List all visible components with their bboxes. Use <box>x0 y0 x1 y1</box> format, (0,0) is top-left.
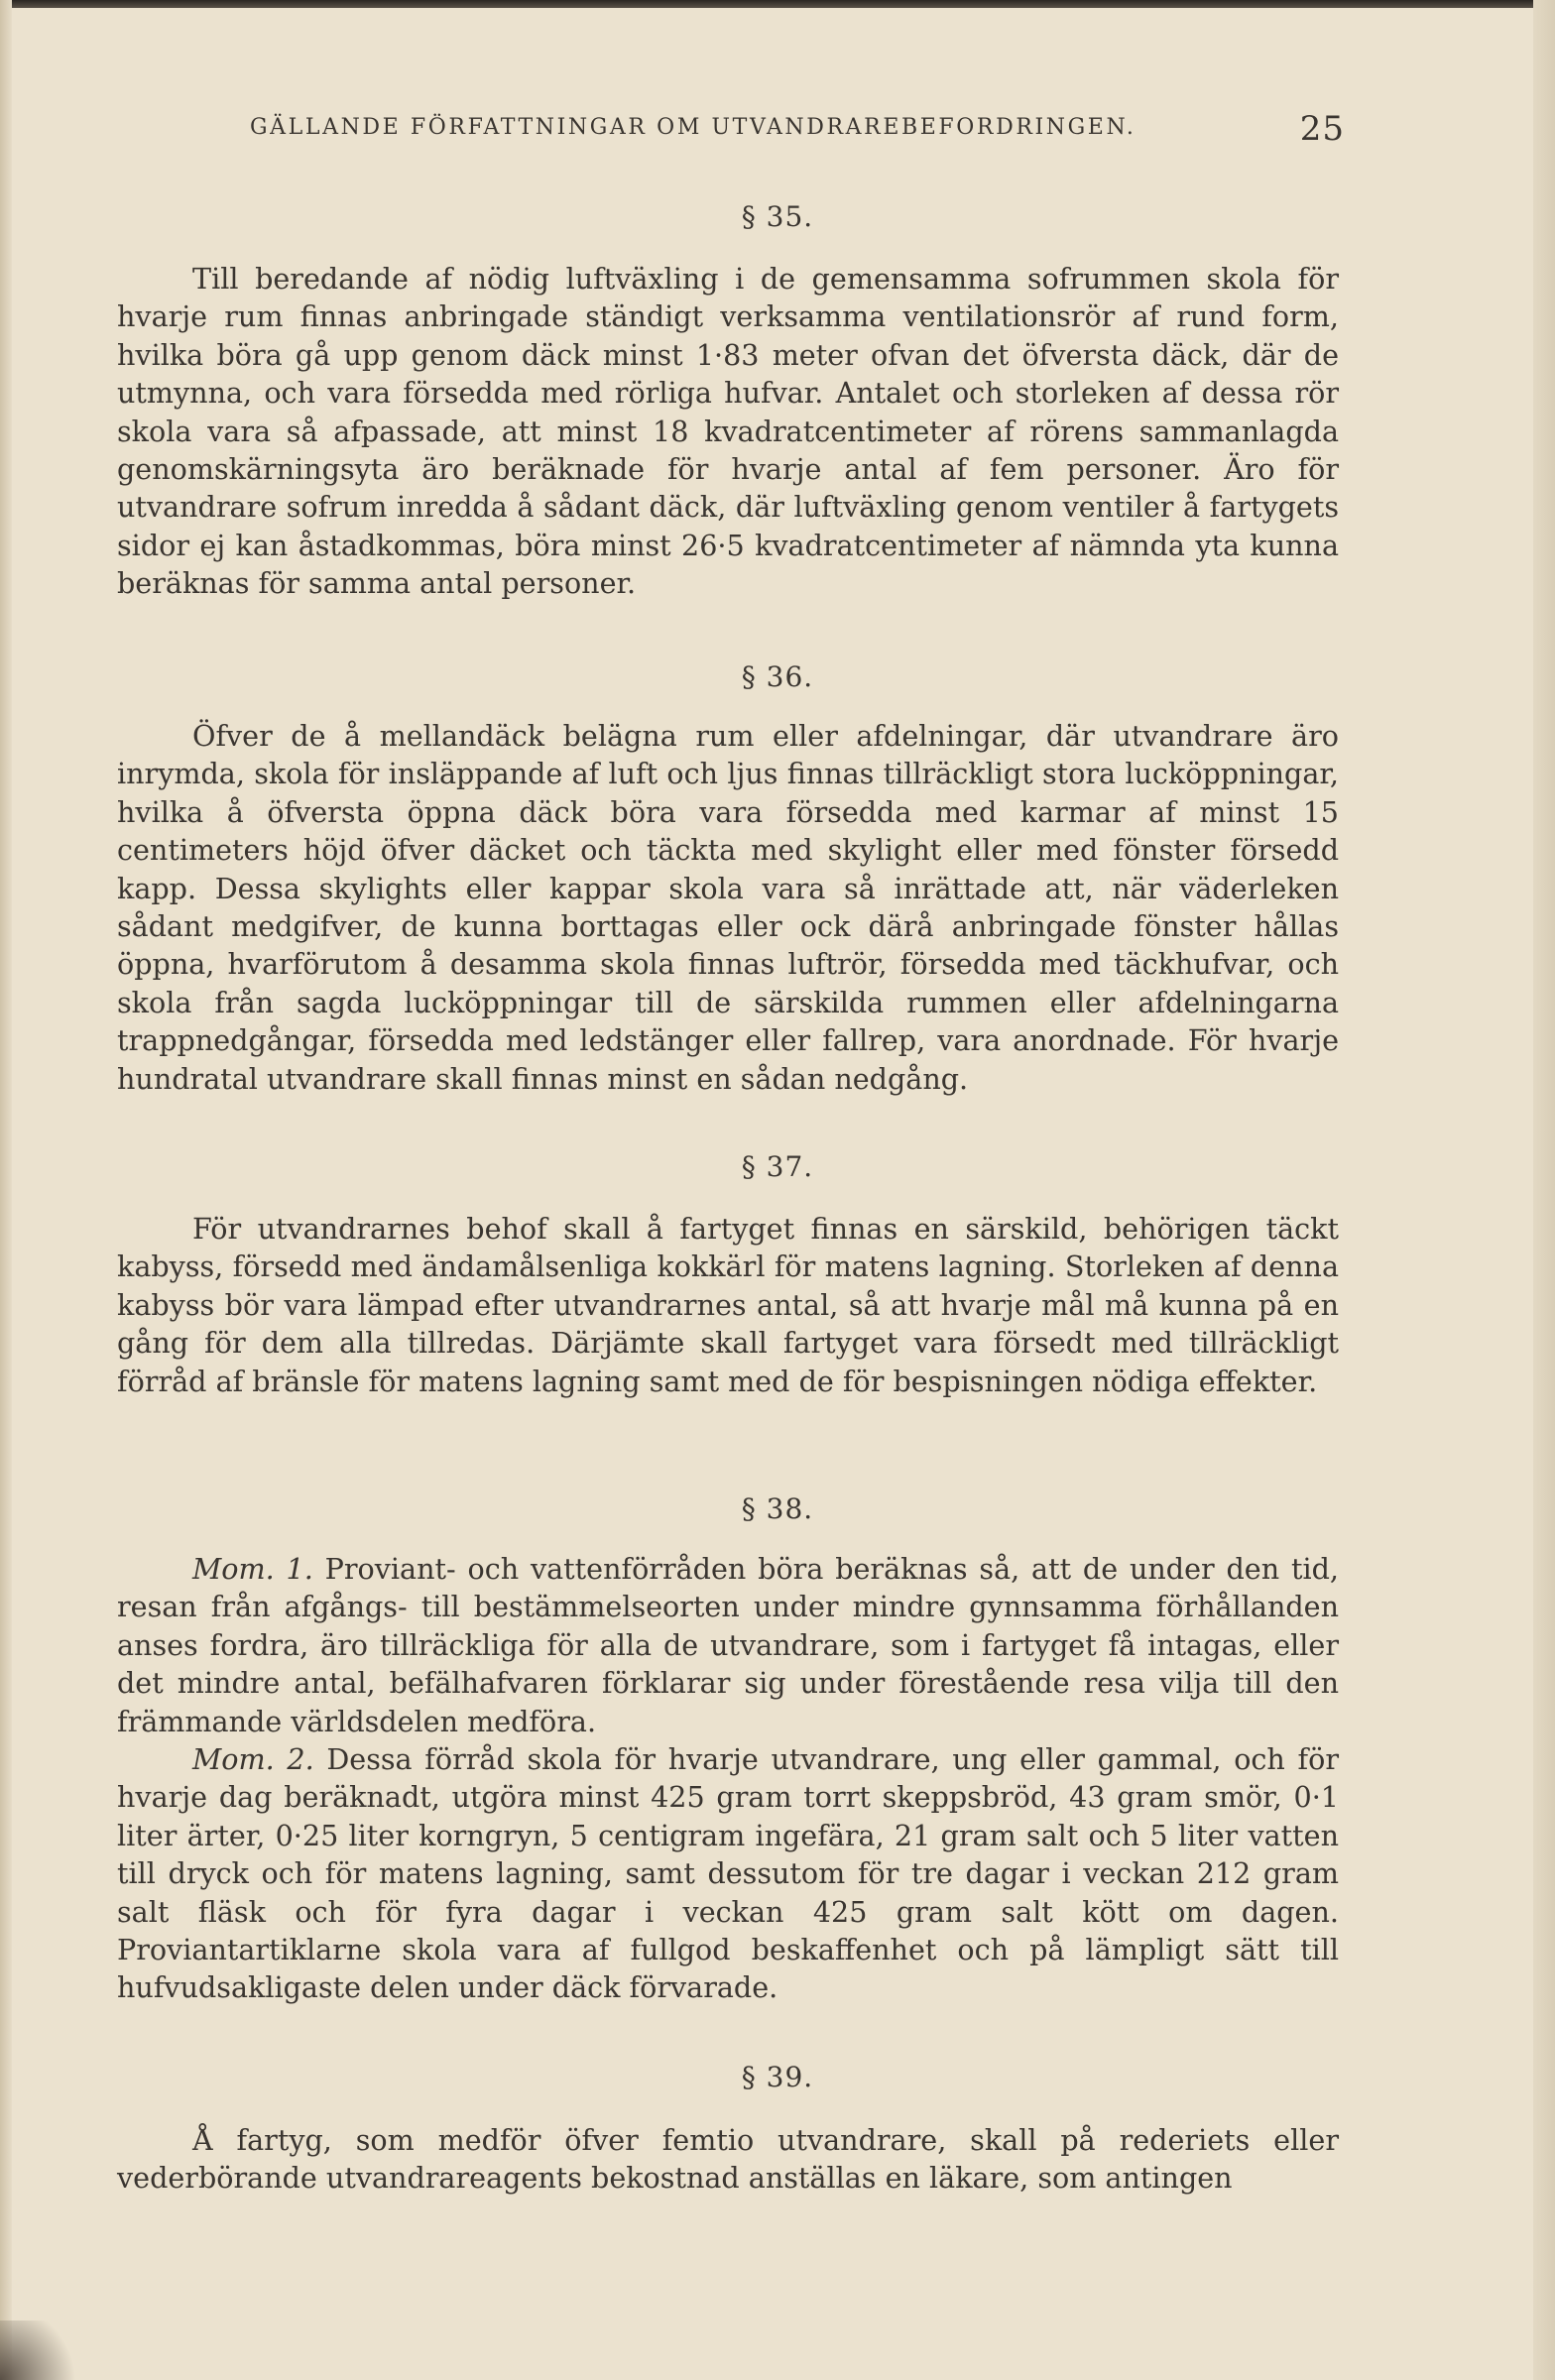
section-39-body <box>117 2121 1339 2198</box>
page-top-edge <box>0 0 1555 8</box>
page-corner-shadow <box>0 2320 89 2380</box>
mom-2-label: Mom. 2. <box>192 1742 314 1777</box>
section-37-body <box>117 1210 1339 1400</box>
page-left-edge <box>0 0 12 2380</box>
section-39-paragraph: Å fartyg, som medför öfver femtio utvandrare, skall på rederiets eller vederbörande utvandrareagents bekostnad anställas en läkare, som antingen <box>117 2123 1339 2196</box>
section-38-mom-1 <box>117 1550 1339 1740</box>
section-38-heading: § 38. <box>741 1492 814 1525</box>
section-39-heading: § 39. <box>741 2061 814 2093</box>
section-38-body <box>117 1550 1339 2007</box>
mom-1-label: Mom. 1. <box>192 1552 313 1586</box>
running-header <box>250 109 1345 155</box>
section-36-body <box>117 717 1339 1098</box>
section-36-paragraph: Öfver de å mellandäck belägna rum eller afdelningar, där utvandrare äro inrymda, skola för insläppande af luft och ljus finnas tillräckligt stora lucköppningar, hvilka å öfversta öppna däck böra vara försedda med karmar af minst 15 centimeters höjd öfver däcket och täckta med skylight eller med fönster försedd kapp. Dessa skylights eller kappar skola vara så inrättade att, när väderleken sådant medgifver, de kunna borttagas eller ock därå anbringade fönster hållas öppna, hvarförutom å desamma skola finnas luftrör, försedda med täckhufvar, och skola från sagda lucköppningar till de särskilda rummen eller afdelningarna trappnedgångar, försedda med ledstänger eller fallrep, vara anordnade. För hvarje hundratal utvandrare skall finnas minst en sådan nedgång. <box>117 719 1339 1096</box>
mom-2-text: Dessa förråd skola för hvarje utvandrare, ung eller gammal, och för hvarje dag beräknadt, utgöra minst 425 gram torrt skeppsbröd, 43 gram smör, 0·1 liter ärter, 0·25 liter korngryn, 5 centigram ingefära, 21 gram salt och 5 liter vatten till dryck och för matens lagning, samt dessutom för tre dagar i veckan 212 gram salt fläsk och för fyra dagar i veckan 425 gram salt kött om dagen. Proviantartiklarne skola vara af fullgod beskaffenhet och på lämpligt sätt till hufvudsakligaste delen under däck förvarade. <box>117 1742 1339 2005</box>
section-38-mom-2 <box>117 1740 1339 2007</box>
section-35-paragraph: Till beredande af nödig luftväxling i de gemensamma sofrummen skola för hvarje rum finnas anbringade ständigt verksamma ventilationsrör af rund form, hvilka böra gå upp genom däck minst 1·83 meter ofvan det öfversta däck, där de utmynna, och vara försedda med rörliga hufvar. Antalet och storleken af dessa rör skola vara så afpassade, att minst 18 kvadratcentimeter af rörens sammanlagda genomskärningsyta äro beräknade för hvarje antal af fem personer. Äro för utvandrare sofrum inredda å sådant däck, där luftväxling genom ventiler å fartygets sidor ej kan åstadkommas, böra minst 26·5 kvadratcentimeter af nämnda yta kunna beräknas för samma antal personer. <box>117 262 1339 601</box>
running-title: GÄLLANDE FÖRFATTNINGAR OM UTVANDRAREBEFORDRINGEN. <box>250 115 1136 140</box>
section-37-paragraph: För utvandrarnes behof skall å fartyget finnas en särskild, behörigen täckt kabyss, försedd med ändamålsenliga kokkärl för matens lagning. Storleken af denna kabyss bör vara lämpad efter utvandrarnes antal, så att hvarje mål må kunna på en gång för dem alla tillredas. Därjämte skall fartyget vara försedt med tillräckligt förråd af bränsle för matens lagning samt med de för bespisningen nödiga effekter. <box>117 1212 1339 1398</box>
page-right-edge <box>1533 0 1555 2380</box>
page-number: 25 <box>1299 109 1345 149</box>
section-37-heading: § 37. <box>741 1150 814 1183</box>
section-36-heading: § 36. <box>741 660 814 693</box>
section-35-body <box>117 260 1339 603</box>
mom-1-text: Proviant- och vattenförråden böra beräknas så, att de under den tid, resan från afgångs- till bestämmelseorten under mindre gynnsamma förhållanden anses fordra, äro tillräckliga för alla de utvandrare, som i fartyget få intagas, eller det mindre antal, befälhafvaren förklarar sig under förestående resa vilja till den främmande världsdelen medföra. <box>117 1552 1339 1738</box>
section-35-heading: § 35. <box>741 200 814 233</box>
